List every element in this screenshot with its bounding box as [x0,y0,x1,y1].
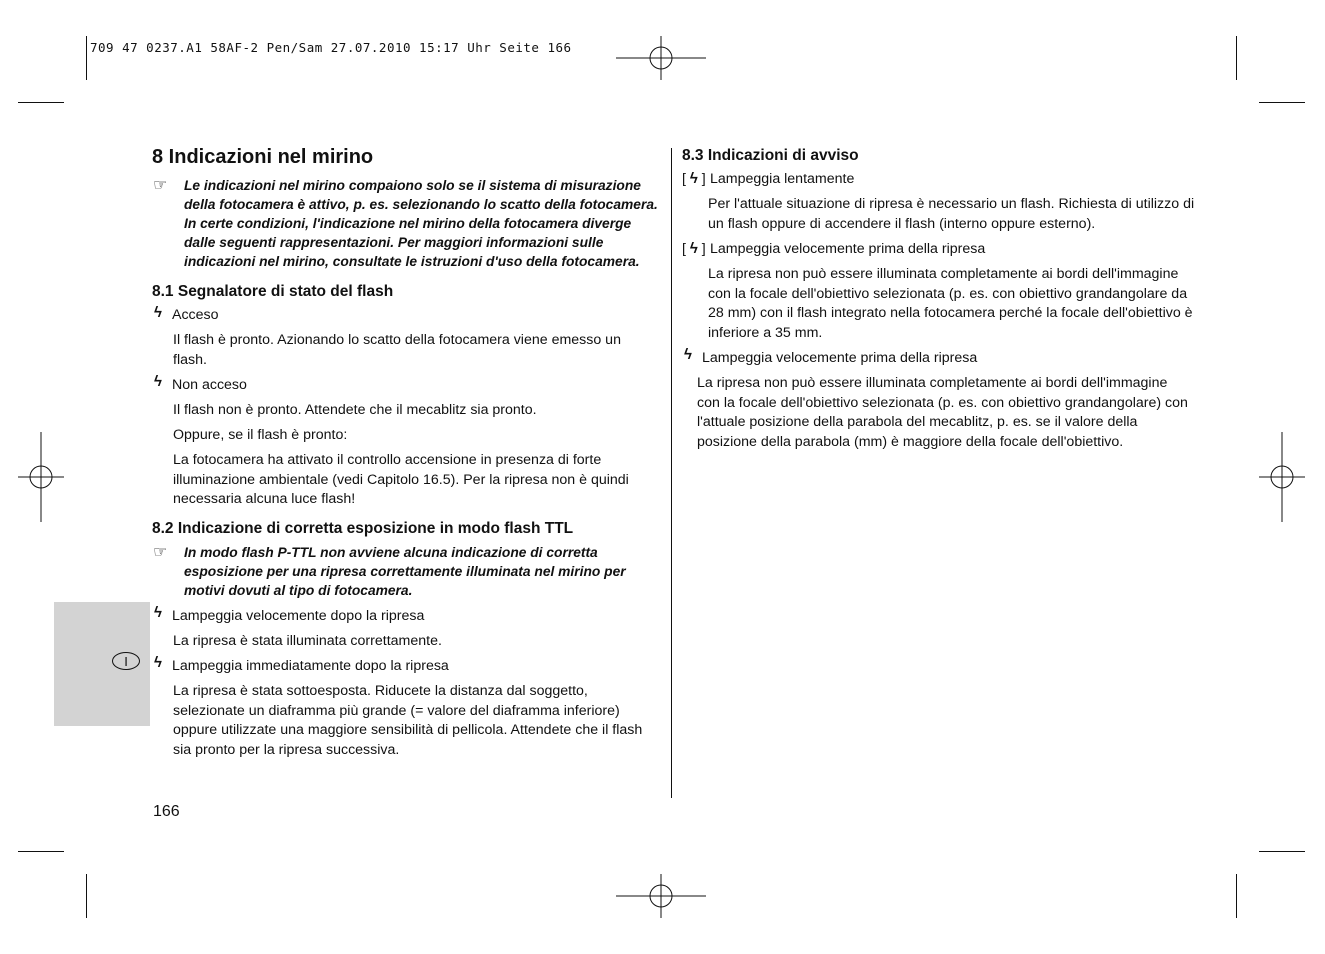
item-label: Lampeggia immediatamente dopo la ripresa [172,658,449,674]
crop-mark [86,874,87,918]
registration-mark-right [1259,432,1305,522]
bracketed-flash-indicator: [ ϟ ] [682,170,706,187]
section-title-8-2: 8.2 Indicazione di corretta esposizione in modo flash TTL [152,520,574,537]
item-text: La fotocamera ha attivato il controllo accensione in presenza di forte illuminazione ambientale (vedi Capitolo 16.5). Per la ripresa non è quindi necessaria alcuna luce flash! [173,452,629,507]
item-label: Lampeggia velocemente dopo la ripresa [172,608,425,624]
flash-bolt-icon: ϟ [684,346,692,363]
column-divider [671,148,672,798]
item-text: Oppure, se il flash è pronto: [173,427,348,443]
note-text: In modo flash P-TTL non avviene alcuna indicazione di corretta esposizione per una ripresa correttamente illuminata nel mirino per motivi dovuti al tipo di fotocamera. [184,545,626,598]
note-text: Le indicazioni nel mirino compaiono solo se il sistema di misurazione della fotocamera è attivo, p. es. selezionando lo scatto della fotocamera. In certe condizioni, l'indicazione nel mirino della fotocamera diverge dalle seguenti rappresentazioni. Per maggiori informazioni sulle indicazioni nel mirino, consultate le istruzioni d'uso della fotocamera. [184,178,658,269]
section-title-8-3: 8.3 Indicazioni di avviso [682,147,859,164]
flash-bolt-icon: ϟ [154,304,162,321]
item-text: La ripresa è stata illuminata correttamente. [173,633,442,649]
item-label: Lampeggia velocemente prima della ripresa [710,241,986,257]
flash-bolt-icon: ϟ [154,654,162,671]
bracketed-flash-indicator: [ ϟ ] [682,240,706,257]
item-label: Lampeggia velocemente prima della ripresa [702,350,978,366]
item-label: Lampeggia lentamente [710,171,855,187]
crop-mark [1259,851,1305,852]
item-text: La ripresa non può essere illuminata completamente ai bordi dell'immagine con la focale dell'obiettivo selezionata (p. es. con obiettivo grandangolare) con l'attuale posizione della parabola del mecablitz, p. es. se il valore della posizione della parabola (mm) è maggiore della focale dell'obiettivo. [697,375,1188,450]
crop-mark [1236,36,1237,80]
language-letter: I [124,653,128,669]
item-text: Il flash non è pronto. Attendete che il mecablitz sia pronto. [173,402,537,418]
language-marker [112,652,140,670]
flash-bolt-icon: ϟ [154,604,162,621]
item-label: Non acceso [172,377,247,393]
item-text: La ripresa è stata sottoesposta. Riducete la distanza dal soggetto, selezionate un diaframma più grande (= valore del diaframma inferiore) oppure utilizzate una maggiore sensibilità di pellicola. Attendete che il flash sia pronto per la ripresa successiva. [173,683,643,758]
flash-bolt-icon: ϟ [689,240,698,257]
section-title-8-1: 8.1 Segnalatore di stato del flash [152,283,394,300]
item-label: Acceso [172,307,219,323]
crop-mark [1259,102,1305,103]
flash-bolt-icon: ϟ [689,170,698,187]
page-number: 166 [153,803,180,820]
flash-bolt-icon: ϟ [154,373,162,390]
item-text: La ripresa non può essere illuminata completamente ai bordi dell'immagine con la focale dell'obiettivo selezionata (p. es. con obiettivo grandangolare da 28 mm) con il flash integrato nella fotocamera perché la focale dell'obiettivo è inferiore a 35 mm. [708,266,1193,341]
registration-mark-bottom [616,874,706,918]
chapter-title: 8 Indicazioni nel mirino [152,146,374,168]
crop-mark [1236,874,1237,918]
item-text: Il flash è pronto. Azionando lo scatto della fotocamera viene emesso un flash. [173,332,621,368]
hand-pointer-icon: ☞ [153,177,168,194]
crop-mark [18,102,64,103]
crop-mark [18,851,64,852]
print-header: 709 47 0237.A1 58AF-2 Pen/Sam 27.07.2010 15:17 Uhr Seite 166 [90,40,572,55]
crop-mark [86,36,87,80]
registration-mark-top [616,36,706,80]
item-text: Per l'attuale situazione di ripresa è necessario un flash. Richiesta di utilizzo di un flash oppure di accendere il flash (interno oppure esterno). [708,196,1195,232]
registration-mark-left [18,432,64,522]
hand-pointer-icon: ☞ [153,544,168,561]
